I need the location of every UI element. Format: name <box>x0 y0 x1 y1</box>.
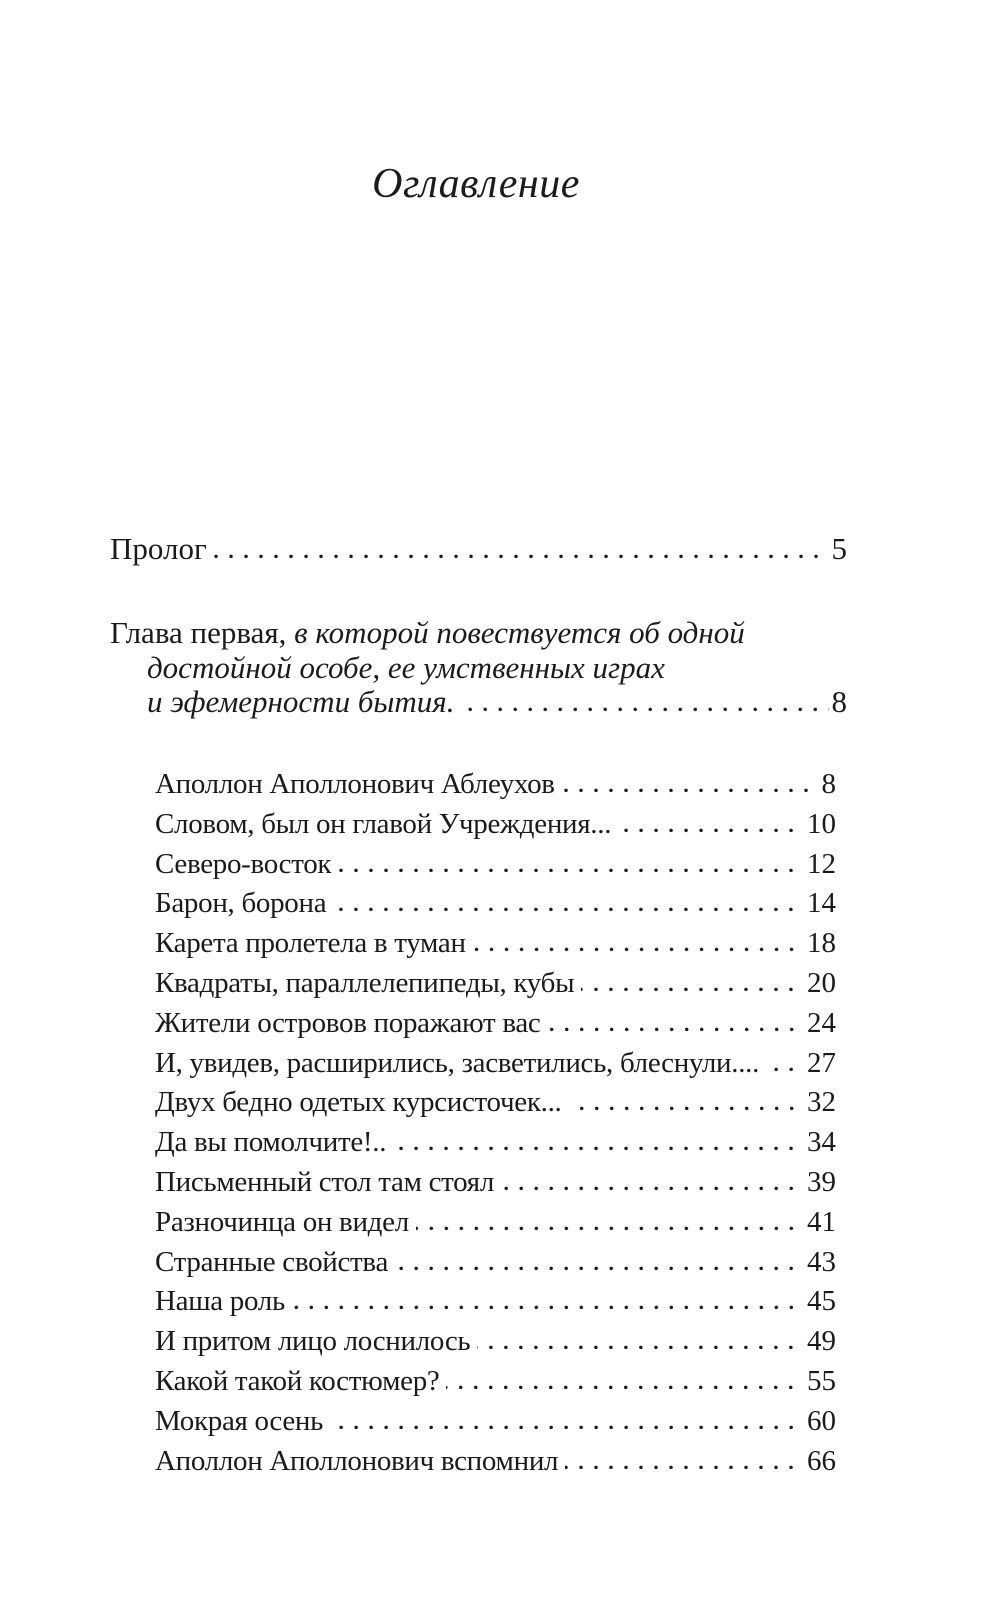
dot-leader <box>214 554 829 559</box>
entry-page-number: 66 <box>807 1444 836 1477</box>
toc-chapter-block <box>110 616 847 720</box>
toc-entry <box>155 924 836 964</box>
entry-page-number: 24 <box>807 1006 836 1039</box>
entry-title: Жители островов поражают вас <box>155 1006 541 1039</box>
entry-page-number: 45 <box>807 1285 836 1318</box>
entry-title: Наша роль <box>155 1285 285 1318</box>
toc-entry <box>155 1282 836 1322</box>
dot-leader <box>569 1106 805 1111</box>
dot-leader <box>501 1186 804 1191</box>
dot-leader <box>461 707 828 712</box>
entry-page-number: 55 <box>807 1364 836 1397</box>
toc-entry <box>155 1044 836 1084</box>
toc-prologue-row <box>110 529 847 569</box>
dot-leader <box>473 947 804 952</box>
entry-page-number: 8 <box>821 768 836 800</box>
entry-page-number: 41 <box>807 1205 836 1238</box>
chapter-subtitle-part-1: в которой повествуется об одной <box>286 615 745 650</box>
entry-page-number: 32 <box>807 1086 836 1119</box>
dot-leader <box>562 788 819 793</box>
dot-leader <box>393 1146 804 1151</box>
entry-title: И, увидев, расширились, засветились, блеснули.... <box>155 1046 760 1079</box>
chapter-label: Глава первая, <box>110 615 287 650</box>
entry-title: Аполлон Аполлонович Аблеухов <box>155 768 555 800</box>
prologue-page-number: 5 <box>831 531 847 566</box>
entry-title: Какой такой костюмер? <box>155 1364 440 1397</box>
page-title: Оглавление <box>372 161 580 207</box>
dot-leader <box>581 987 804 992</box>
entry-page-number: 14 <box>807 887 836 920</box>
toc-entry <box>155 1243 836 1283</box>
entry-title: Странные свойства <box>155 1245 389 1278</box>
entry-page-number: 10 <box>807 807 836 840</box>
entry-page-number: 20 <box>807 966 836 999</box>
chapter-heading-line-1 <box>110 616 847 651</box>
dot-leader <box>338 868 804 873</box>
dot-leader <box>330 1425 804 1430</box>
toc-entry <box>155 1004 836 1044</box>
dot-leader <box>565 1465 804 1470</box>
chapter-subtitle-part-2: достойной особе, ее умственных играх <box>147 649 665 685</box>
entry-title: Карета пролетела в туман <box>155 927 466 960</box>
entry-title: Двух бедно одетых курсисточек... <box>155 1086 562 1119</box>
toc-entries <box>155 765 836 1481</box>
dot-leader <box>548 1027 804 1032</box>
entry-title: Барон, борона <box>155 887 327 920</box>
entry-page-number: 12 <box>807 847 836 880</box>
toc-entry <box>155 1123 836 1163</box>
dot-leader <box>416 1226 804 1231</box>
dot-leader <box>333 907 804 912</box>
dot-leader <box>292 1305 804 1310</box>
chapter-page-number: 8 <box>831 684 847 719</box>
dot-leader <box>446 1385 804 1390</box>
entry-page-number: 60 <box>807 1404 836 1437</box>
prologue-title: Пролог <box>110 531 207 566</box>
dot-leader <box>395 1266 804 1271</box>
toc-entry <box>155 765 836 805</box>
entry-page-number: 34 <box>807 1126 836 1159</box>
toc-entry <box>155 964 836 1004</box>
entry-title: И притом лицо лоснилось <box>155 1325 471 1358</box>
toc-entry <box>155 805 836 845</box>
toc-entry <box>155 845 836 885</box>
toc-entry <box>155 1402 836 1442</box>
entry-page-number: 18 <box>807 927 836 960</box>
entry-title: Мокрая осень <box>155 1404 324 1437</box>
toc-entry <box>155 1083 836 1123</box>
entry-title: Северо-восток <box>155 847 332 880</box>
entry-page-number: 43 <box>807 1245 836 1278</box>
entry-page-number: 49 <box>807 1325 836 1358</box>
chapter-subtitle-part-3: и эфемерности бытия. <box>147 684 455 719</box>
chapter-heading-line-3 <box>110 685 847 720</box>
entry-title: Квадраты, параллелепипеды, кубы <box>155 966 575 999</box>
dot-leader <box>618 828 804 833</box>
entry-title: Аполлон Аполлонович вспомнил <box>155 1444 559 1477</box>
entry-title: Разночинца он видел <box>155 1205 409 1238</box>
entry-title: Письменный стол там стоял <box>155 1165 494 1198</box>
toc-entry <box>155 1442 836 1482</box>
entry-title: Да вы помолчите!.. <box>155 1126 387 1159</box>
entry-page-number: 27 <box>807 1046 836 1079</box>
toc-entry <box>155 1163 836 1203</box>
entry-title: Словом, был он главой Учреждения... <box>155 807 612 840</box>
entry-page-number: 39 <box>807 1165 836 1198</box>
dot-leader <box>766 1067 804 1072</box>
toc-entry <box>155 884 836 924</box>
dot-leader <box>477 1345 804 1350</box>
toc-entry <box>155 1322 836 1362</box>
toc-entry <box>155 1362 836 1402</box>
toc-entry <box>155 1203 836 1243</box>
